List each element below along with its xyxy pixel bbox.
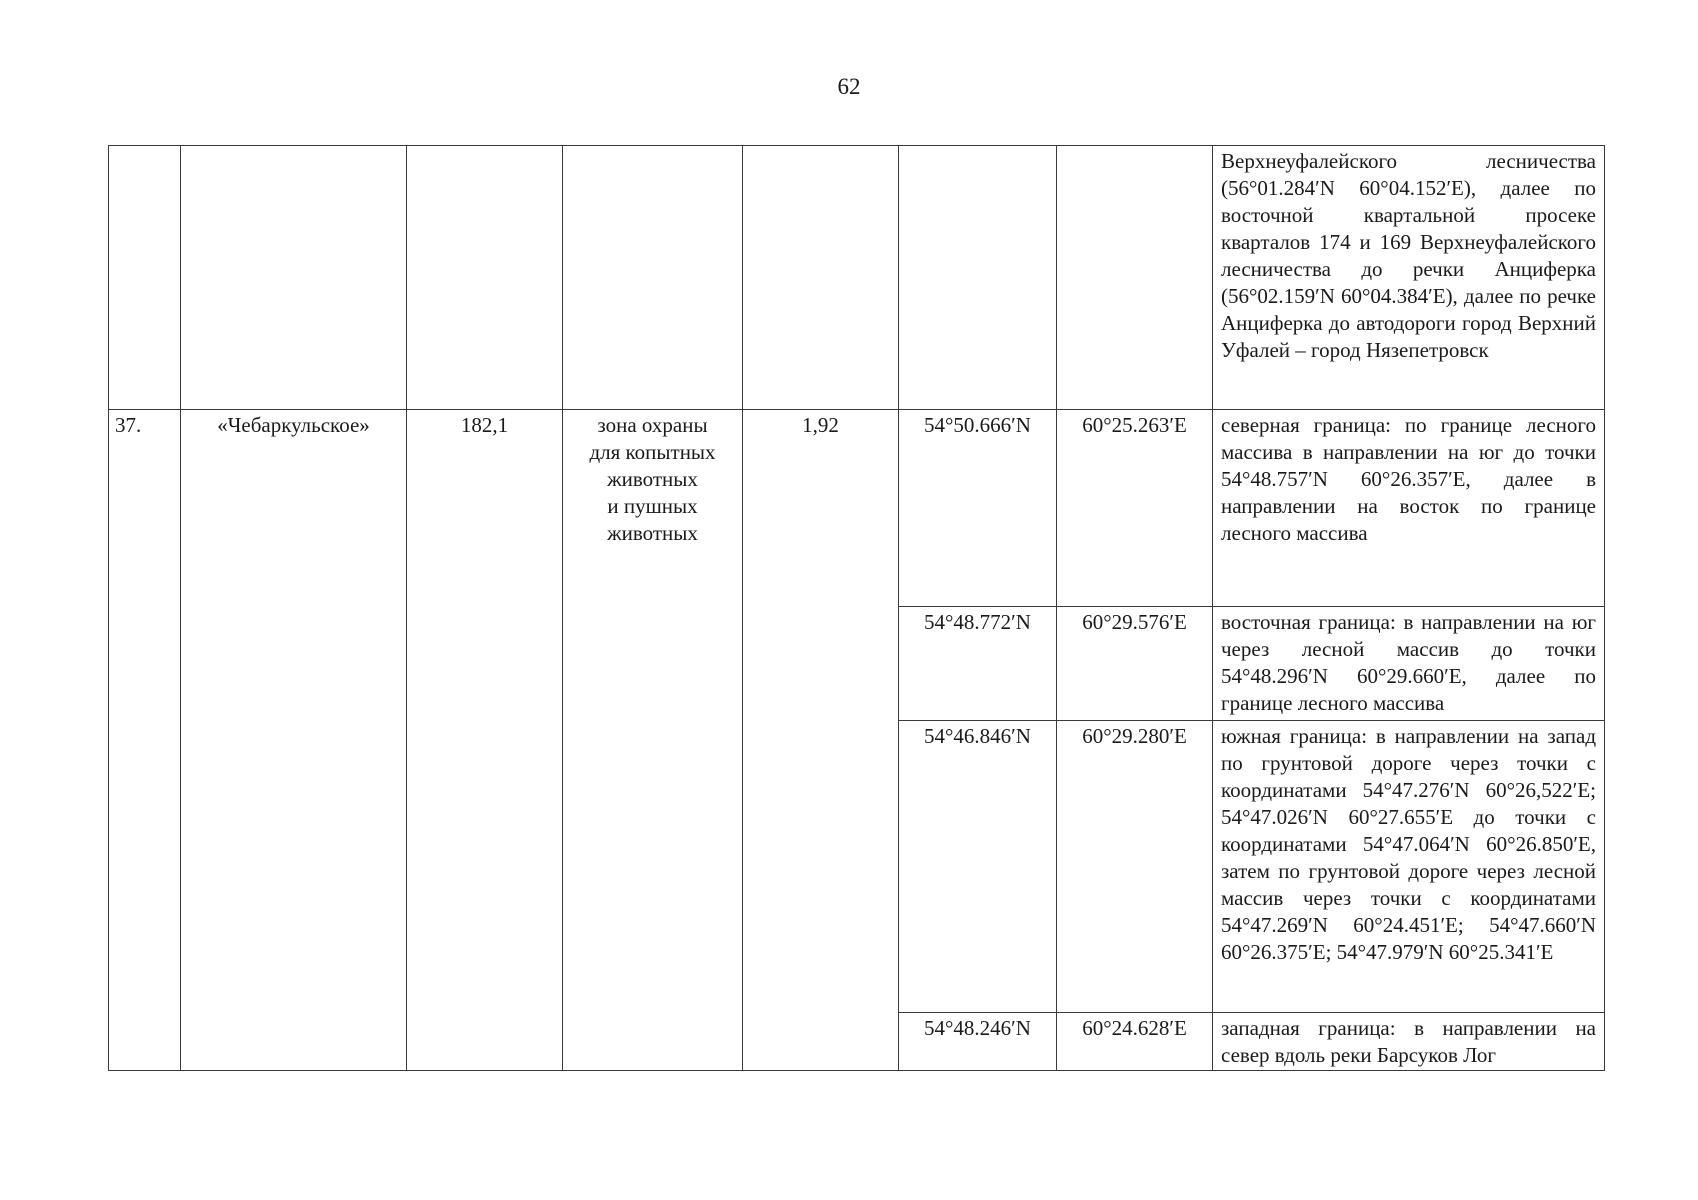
empty-cell (563, 146, 743, 410)
empty-cell (407, 146, 563, 410)
zone-value: 1,92 (743, 410, 899, 1071)
border-description: южная граница: в направлении на запад по грунтовой дороге через точки с координатами 54°47.276′N 60°26,522′E; 54°47.026′N 60°27.655′E до точки с координатами 54°47.064′N 60°26.850′E, затем по грунтовой дороге через лесной массив через точки с координатами 54°47.269′N 60°24.451′E; 54°47.660′N 60°26.375′E; 54°47.979′N 60°25.341′E (1213, 721, 1605, 1013)
zone-type-line: животных (607, 467, 698, 491)
territory-table (108, 145, 1605, 1071)
empty-cell (743, 146, 899, 410)
latitude-cell: 54°46.846′N (899, 721, 1057, 1013)
zone-type-line: и пушных (607, 494, 698, 518)
page-number: 62 (837, 74, 861, 99)
zone-type-line: животных (607, 521, 698, 545)
empty-cell (181, 146, 407, 410)
area-value: 182,1 (407, 410, 563, 1071)
territory-name: «Чебаркульское» (181, 410, 407, 1071)
border-description: восточная граница: в направлении на юг через лесной массив до точки 54°48.296′N 60°29.660′E, далее по границе лесного массива (1213, 607, 1605, 721)
longitude-cell: 60°29.280′E (1057, 721, 1213, 1013)
zone-type-line: зона охраны (597, 413, 708, 437)
table-row (109, 410, 1605, 607)
latitude-cell: 54°50.666′N (899, 410, 1057, 607)
zone-type (563, 410, 743, 1071)
latitude-cell: 54°48.772′N (899, 607, 1057, 721)
longitude-cell: 60°29.576′E (1057, 607, 1213, 721)
entry-number: 37. (109, 410, 181, 1071)
border-description: северная граница: по границе лесного массива в направлении на юг до точки 54°48.757′N 60°26.357′E, далее в направлении на восток по границе лесного массива (1213, 410, 1605, 607)
empty-cell (109, 146, 181, 410)
latitude-cell: 54°48.246′N (899, 1013, 1057, 1071)
border-description: Верхнеуфалейского лесничества (56°01.284′N 60°04.152′E), далее по восточной квартальной просеке кварталов 174 и 169 Верхнеуфалейского лесничества до речки Анциферка (56°02.159′N 60°04.384′E), далее по речке Анциферка до автодороги город Верхний Уфалей – город Нязепетровск (1213, 146, 1605, 410)
border-description: западная граница: в направлении на север вдоль реки Барсуков Лог (1213, 1013, 1605, 1071)
longitude-cell: 60°25.263′E (1057, 410, 1213, 607)
empty-cell (1057, 146, 1213, 410)
continuation-row (109, 146, 1605, 410)
longitude-cell: 60°24.628′E (1057, 1013, 1213, 1071)
empty-cell (899, 146, 1057, 410)
zone-type-line: для копытных (589, 440, 716, 464)
